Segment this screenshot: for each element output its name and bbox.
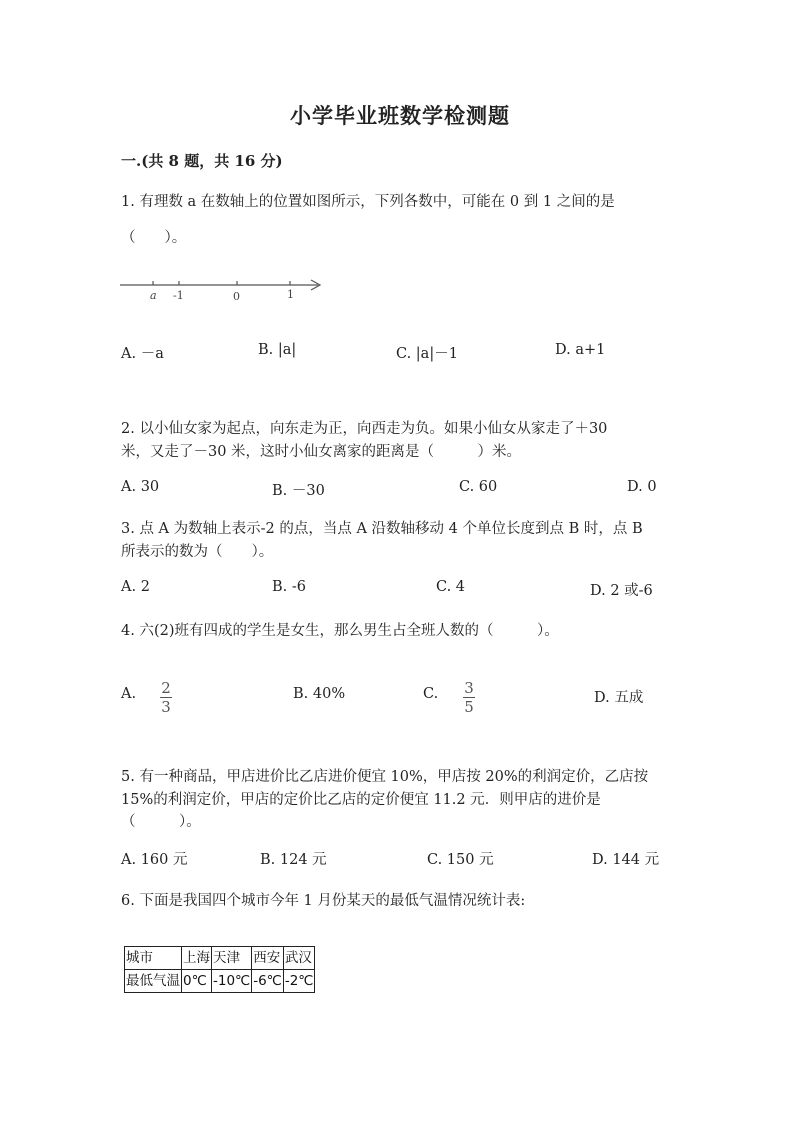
q4-option-a[interactable]: A. [121,686,137,702]
question-2-line-2: 米，又走了－30 米，这时小仙女离家的距离是（ ）米。 [121,444,522,460]
table-cell: 武汉 [283,947,315,970]
q4-fraction-a [160,680,172,715]
q1-option-b[interactable]: B. |a| [258,342,297,358]
question-2-line-1: 2. 以小仙女家为起点，向东走为正，向西走为负。如果小仙女从家走了＋30 [121,421,608,437]
number-line-figure [115,272,335,312]
q3-option-a[interactable]: A. 2 [121,579,150,595]
q1-option-c[interactable]: C. |a|－1 [396,346,458,362]
table-cell: 西安 [252,947,284,970]
page-title: 小学毕业班数学检测题 [290,103,510,128]
table-cell: -6℃ [252,970,284,993]
table-cell: 0℃ [182,970,212,993]
q3-option-d[interactable]: D. 2 或-6 [590,583,653,599]
q1-option-a[interactable]: A. －a [121,346,164,362]
q4-option-d[interactable]: D. 五成 [594,690,644,706]
q4-fraction-a-numerator: 2 [161,679,171,697]
q2-option-c[interactable]: C. 60 [459,479,498,495]
q1-option-d[interactable]: D. a+1 [555,342,606,358]
table-cell: 天津 [212,947,252,970]
question-4-line-1: 4. 六(2)班有四成的学生是女生，那么男生占全班人数的（ ）。 [121,623,559,639]
question-1-line-1: 1. 有理数 a 在数轴上的位置如图所示，下列各数中，可能在 0 到 1 之间的是 [121,194,615,210]
question-3-line-1: 3. 点 A 为数轴上表示-2 的点，当点 A 沿数轴移动 4 个单位长度到点 B 时，点 B [121,521,643,537]
q2-option-b[interactable]: B. －30 [272,483,325,499]
q2-option-d[interactable]: D. 0 [627,479,657,495]
question-3-line-2: 所表示的数为（ ）。 [121,544,274,560]
table-cell: -10℃ [212,970,252,993]
q4-fraction-a-denominator: 3 [161,698,171,716]
q4-option-c[interactable]: C. [423,686,439,702]
q4-fraction-c [463,680,475,715]
table-cell: 城市 [125,947,182,970]
section-header: 一.(共 8 题，共 16 分) [121,152,283,170]
label-1: 1 [287,288,294,301]
table-header-row [125,947,315,970]
question-6-line-1: 6. 下面是我国四个城市今年 1 月份某天的最低气温情况统计表: [121,893,526,909]
q5-option-a[interactable]: A. 160 元 [121,852,188,868]
q4-option-b[interactable]: B. 40% [293,686,346,702]
label-0: 0 [233,290,240,303]
table-cell: -2℃ [283,970,315,993]
question-5-line-1: 5. 有一种商品，甲店进价比乙店进价便宜 10%，甲店按 20%的利润定价，乙店按 [121,769,649,785]
label-a: a [150,289,157,302]
question-5-line-3: （ ）。 [121,814,201,830]
label-minus-1: -1 [173,289,184,302]
q2-option-a[interactable]: A. 30 [121,479,160,495]
table-row [125,970,315,993]
question-5-line-2: 15%的利润定价，甲店的定价比乙店的定价便宜 11.2 元．则甲店的进价是 [121,792,601,808]
question-1-line-2: （ ）。 [121,230,187,246]
q3-option-c[interactable]: C. 4 [436,579,466,595]
q5-option-d[interactable]: D. 144 元 [592,852,660,868]
table-cell: 最低气温 [125,970,182,993]
q5-option-c[interactable]: C. 150 元 [427,852,494,868]
q5-option-b[interactable]: B. 124 元 [260,852,327,868]
q3-option-b[interactable]: B. -6 [272,579,306,595]
temperature-table [124,946,315,993]
q4-fraction-c-denominator: 5 [464,698,474,716]
q4-fraction-c-numerator: 3 [464,679,474,697]
table-cell: 上海 [182,947,212,970]
